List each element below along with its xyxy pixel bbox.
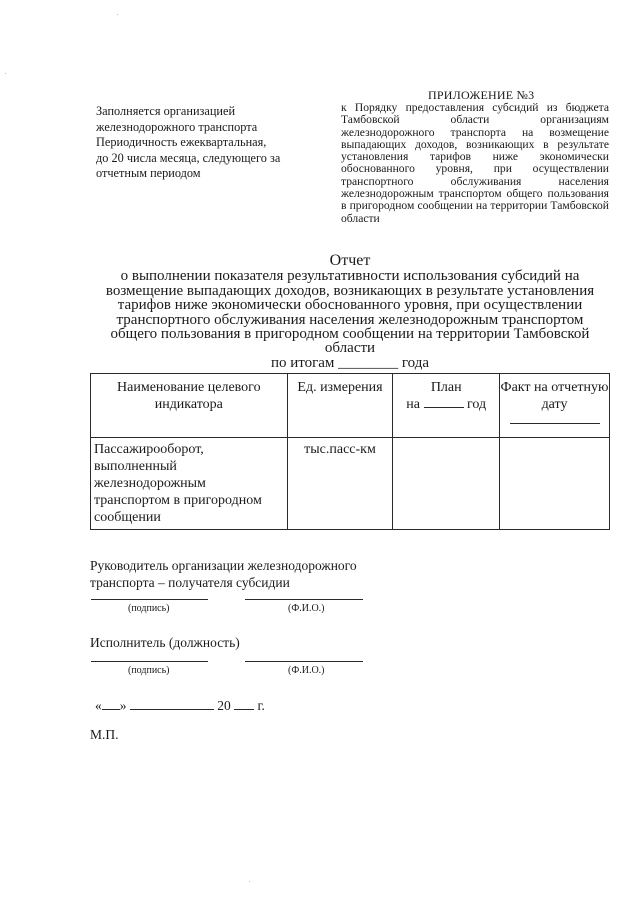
stamp-place: М.П. (90, 727, 119, 742)
report-subtitle-line: возмещение выпадающих доходов, возникающих в результате установления (105, 282, 595, 299)
fact-date-blank[interactable] (510, 422, 600, 424)
appendix-title: ПРИЛОЖЕНИЕ №3 (428, 88, 535, 102)
head-name-caption: (Ф.И.О.) (288, 603, 325, 614)
report-period-blank[interactable]: ________ (338, 354, 399, 371)
header-plan-god: год (467, 397, 487, 412)
fill-instructions-line: железнодорожного транспорта (96, 119, 258, 134)
indicator-unit-cell: тыс.пасс-км (287, 438, 393, 530)
report-title-word: Отчет (329, 252, 371, 269)
report-subtitle-line: области (324, 340, 376, 357)
head-signature-caption: (подпись) (128, 603, 170, 614)
fill-instructions (96, 104, 311, 182)
header-fact (500, 374, 610, 438)
date-month-field[interactable] (130, 709, 214, 710)
scan-speck (5, 73, 6, 74)
fill-instructions-line: Заполняется организацией (96, 104, 236, 118)
report-period (90, 356, 610, 370)
date-quote-close: » (119, 698, 127, 713)
header-plan (393, 374, 500, 438)
date-year-prefix: 20 (217, 698, 231, 713)
report-period-suffix: года (401, 354, 430, 371)
scan-speck (249, 881, 250, 882)
header-plan-na: на (406, 397, 421, 412)
head-signature-line: Руководитель организации железнодорожного (90, 558, 357, 573)
indicators-table (90, 373, 610, 530)
date-year-field[interactable] (234, 709, 254, 710)
indicator-name-line: железнодорожным (94, 476, 206, 491)
executor-signature-field[interactable] (91, 661, 208, 662)
scan-speck (117, 14, 118, 15)
report-subtitle-line: о выполнении показателя результативности использования субсидий на (120, 268, 580, 285)
executor-name-caption: (Ф.И.О.) (288, 665, 325, 676)
plan-value-cell[interactable] (393, 438, 500, 530)
fact-value-cell[interactable] (500, 438, 610, 530)
date-quote-open: « (95, 698, 102, 713)
header-unit: Ед. измерения (287, 374, 393, 438)
plan-year-blank[interactable] (424, 407, 464, 408)
report-subtitle-line: общего пользования в пригородном сообщении на территории Тамбовской (110, 326, 590, 343)
head-signature-label (90, 557, 357, 591)
indicator-name-line: Пассажирооборот, (94, 442, 204, 457)
head-name-field[interactable] (245, 599, 363, 600)
fill-instructions-line: отчетным периодом (96, 166, 201, 181)
date-day-field[interactable] (102, 709, 120, 710)
indicator-name-line: сообщении (94, 510, 161, 525)
executor-signature-caption: (подпись) (128, 665, 170, 676)
head-signature-line: транспорта – получателя субсидии (90, 575, 290, 590)
header-fact-label: Факт на отчетную дату (500, 380, 609, 412)
date-line (95, 697, 265, 714)
indicator-name-line: выполненный (94, 459, 177, 474)
indicator-name-line: транспортом в пригородном (94, 493, 262, 508)
head-signature-field[interactable] (91, 599, 208, 600)
report-subtitle-line: транспортного обслуживания населения железнодорожным транспортом (116, 311, 584, 328)
header-plan-title: План (430, 380, 462, 395)
executor-name-field[interactable] (245, 661, 363, 662)
header-indicator: Наименование целевого индикатора (91, 374, 288, 438)
fill-instructions-line: до 20 числа месяца, следующего за (96, 150, 281, 165)
report-period-prefix: по итогам (270, 354, 335, 371)
report-subtitle-line: тарифов ниже экономически обоснованного уровня, при осуществлении (117, 297, 583, 314)
table-row (91, 438, 610, 530)
indicator-name-cell (91, 438, 288, 530)
appendix-text: к Порядку предоставления субсидий из бюджета Тамбовской области организациям железнодорожного транспорта на возмещение выпадающих доходов, возникающих в результате установления тарифов ниже экономически обоснованного уровня, при осуществлении транспортного обслуживания населения железнодорожным транспортом общего пользования в пригородном сообщении на территории Тамбовской области (341, 101, 609, 225)
report-title-block (90, 254, 610, 370)
header-plan-period (393, 396, 499, 413)
fill-instructions-line: Периодичность ежеквартальная, (96, 135, 267, 150)
executor-label: Исполнитель (должность) (90, 635, 240, 650)
table-header-row (91, 374, 610, 438)
date-year-suffix: г. (257, 698, 265, 713)
